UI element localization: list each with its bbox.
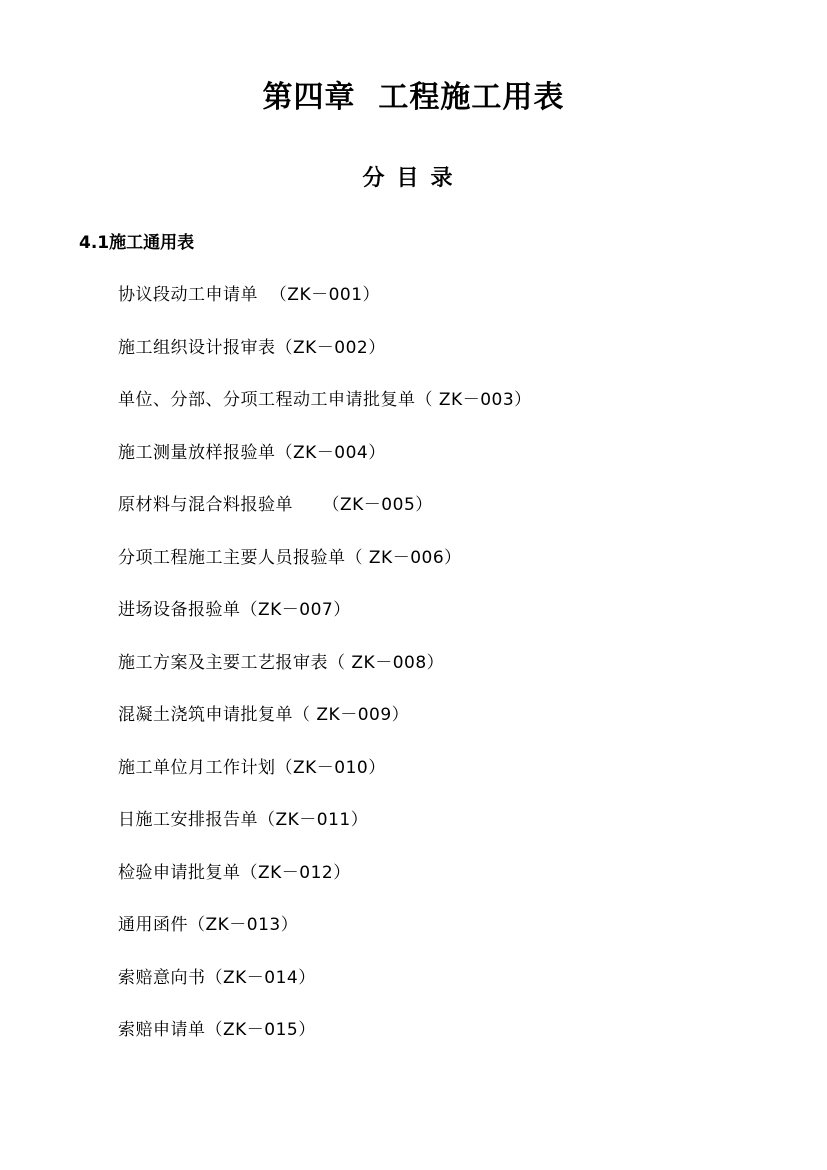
toc-item-zk-010: 施工单位月工作计划（ZK－010） [118,757,386,778]
sub-title: 分目录 [362,165,465,191]
toc-item-zk-013: 通用函件（ZK－013） [118,915,299,935]
toc-item-zk-011: 日施工安排报告单（ZK－011） [118,810,369,830]
toc-item-zk-007: 进场设备报验单（ZK－007） [118,600,351,620]
toc-item-zk-005: 原材料与混合料报验单 （ZK－005） [118,495,433,515]
toc-item-zk-012: 检验申请批复单（ZK－012） [118,862,351,883]
toc-item-zk-004: 施工测量放样报验单（ZK－004） [118,442,386,463]
toc-item-zk-014: 索赔意向书（ZK－014） [118,967,316,988]
toc-item-zk-003: 单位、分部、分项工程动工申请批复单（ ZK－003） [118,390,532,410]
section-heading: 4.1施工通用表 [79,233,195,253]
toc-list [118,280,532,1068]
toc-item-zk-015: 索赔申请单（ZK－015） [118,1020,316,1040]
toc-item-zk-008: 施工方案及主要工艺报审表（ ZK－008） [118,652,445,673]
chapter-title: 第四章 工程施工用表 [262,80,565,115]
toc-item-zk-002: 施工组织设计报审表（ZK－002） [118,337,386,358]
toc-item-zk-009: 混凝土浇筑申请批复单（ ZK－009） [118,705,410,725]
toc-item-zk-006: 分项工程施工主要人员报验单（ ZK－006） [118,547,462,568]
toc-item-zk-001: 协议段动工申请单 （ZK－001） [118,285,381,305]
